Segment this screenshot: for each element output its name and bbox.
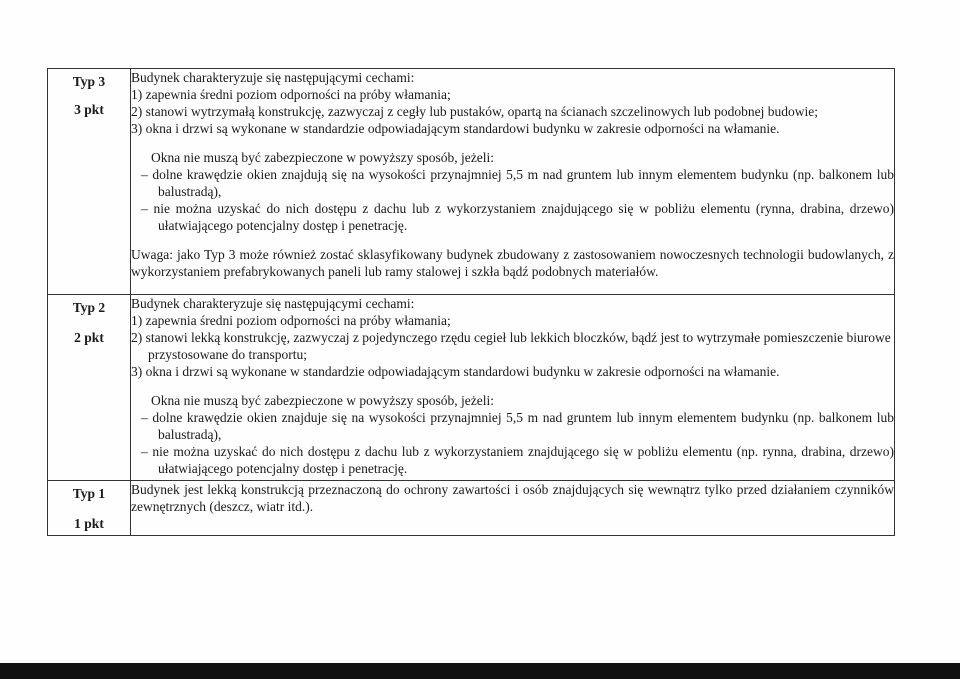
list-item: 2) stanowi wytrzymałą konstrukcję, zazwyczaj z cegły lub pustaków, opartą na ścianach szczelinowych lub podobnej budowie; [131,104,819,119]
type-label-cell [48,69,131,295]
table-row-typ-1 [48,480,895,535]
list-item: – nie można uzyskać do nich dostępu z dachu lub z wykorzystaniem znajdującego się w pobliżu elementu (rynna, drabina, drzewo) ułatwiającego potencjalny dostęp i penetrację. [141,201,894,233]
intro-text: Budynek charakteryzuje się następującymi cechami: [131,70,415,85]
type-label-cell [48,480,131,535]
windows-intro-text: Okna nie muszą być zabezpieczone w powyższy sposób, jeżeli: [151,150,494,165]
windows-intro-text: Okna nie muszą być zabezpieczone w powyższy sposób, jeżeli: [151,392,494,408]
feature-list [131,86,894,137]
table-row-typ-3 [48,69,895,295]
list-item: – nie można uzyskać do nich dostępu z dachu lub z wykorzystaniem znajdującego się w pobliżu elementu (np. rynna, drabina, drzewo) ułatwiającego potencjalny dostęp i penetrację. [141,443,894,476]
list-item: – dolne krawędzie okien znajduje się na wysokości przynajmniej 5,5 m nad gruntem lub innym elementem budynku (np. balkonem lub balustradą), [141,409,894,442]
conditions-list [141,166,894,234]
description-text: Budynek jest lekką konstrukcją przeznaczoną do ochrony zawartości i osób znajdujących się wewnątrz tylko przed działaniem czynników zewnętrznych (deszcz, wiatr itd.). [131,481,894,514]
list-item: – dolne krawędzie okien znajdują się na wysokości przynajmniej 5,5 m nad gruntem lub innym elementem budynku (np. balkonem lub balustradą), [141,167,894,199]
list-item: 3) okna i drzwi są wykonane w standardzie odpowiadającym standardowi budynku w zakresie odporności na włamanie. [131,121,780,136]
points-label: 2 pkt [74,329,104,345]
feature-list [131,312,894,380]
list-item: 1) zapewnia średni poziom odporności na próby włamania; [131,312,451,328]
intro-text: Budynek charakteryzuje się następującymi cechami: [131,295,415,311]
type-description-cell [131,294,895,480]
type-label-cell [48,294,131,480]
building-type-table [47,68,895,536]
table-row-typ-2 [48,294,895,480]
windows-exception-block [131,392,894,477]
windows-exception-block [131,149,894,234]
points-label: 1 pkt [74,515,104,531]
conditions-list [141,409,894,477]
scan-bottom-edge [0,663,960,679]
type-description-cell [131,480,895,535]
list-item: 2) stanowi lekką konstrukcję, zazwyczaj z pojedynczego rzędu cegieł lub lekkich bloczków, bądź jest to wytrzymałe pomieszczenie biurowe przystosowane do transportu; [131,329,891,362]
list-item: 3) okna i drzwi są wykonane w standardzie odpowiadającym standardowi budynku w zakresie odporności na włamanie. [131,363,780,379]
type-label: Typ 2 [72,299,106,315]
points-label: 3 pkt [74,102,104,117]
type-description-cell [131,69,895,295]
list-item: 1) zapewnia średni poziom odporności na próby włamania; [131,87,451,102]
note-text: Uwaga: jako Typ 3 może również zostać sklasyfikowany budynek zbudowany z zastosowaniem nowoczesnych technologii budowlanych, z wykorzystaniem prefabrykowanych paneli lub ramy stalowej i szkła bądź podobnych materiałów. [131,247,894,279]
type-label: Typ 3 [72,74,106,89]
type-label: Typ 1 [72,485,106,501]
